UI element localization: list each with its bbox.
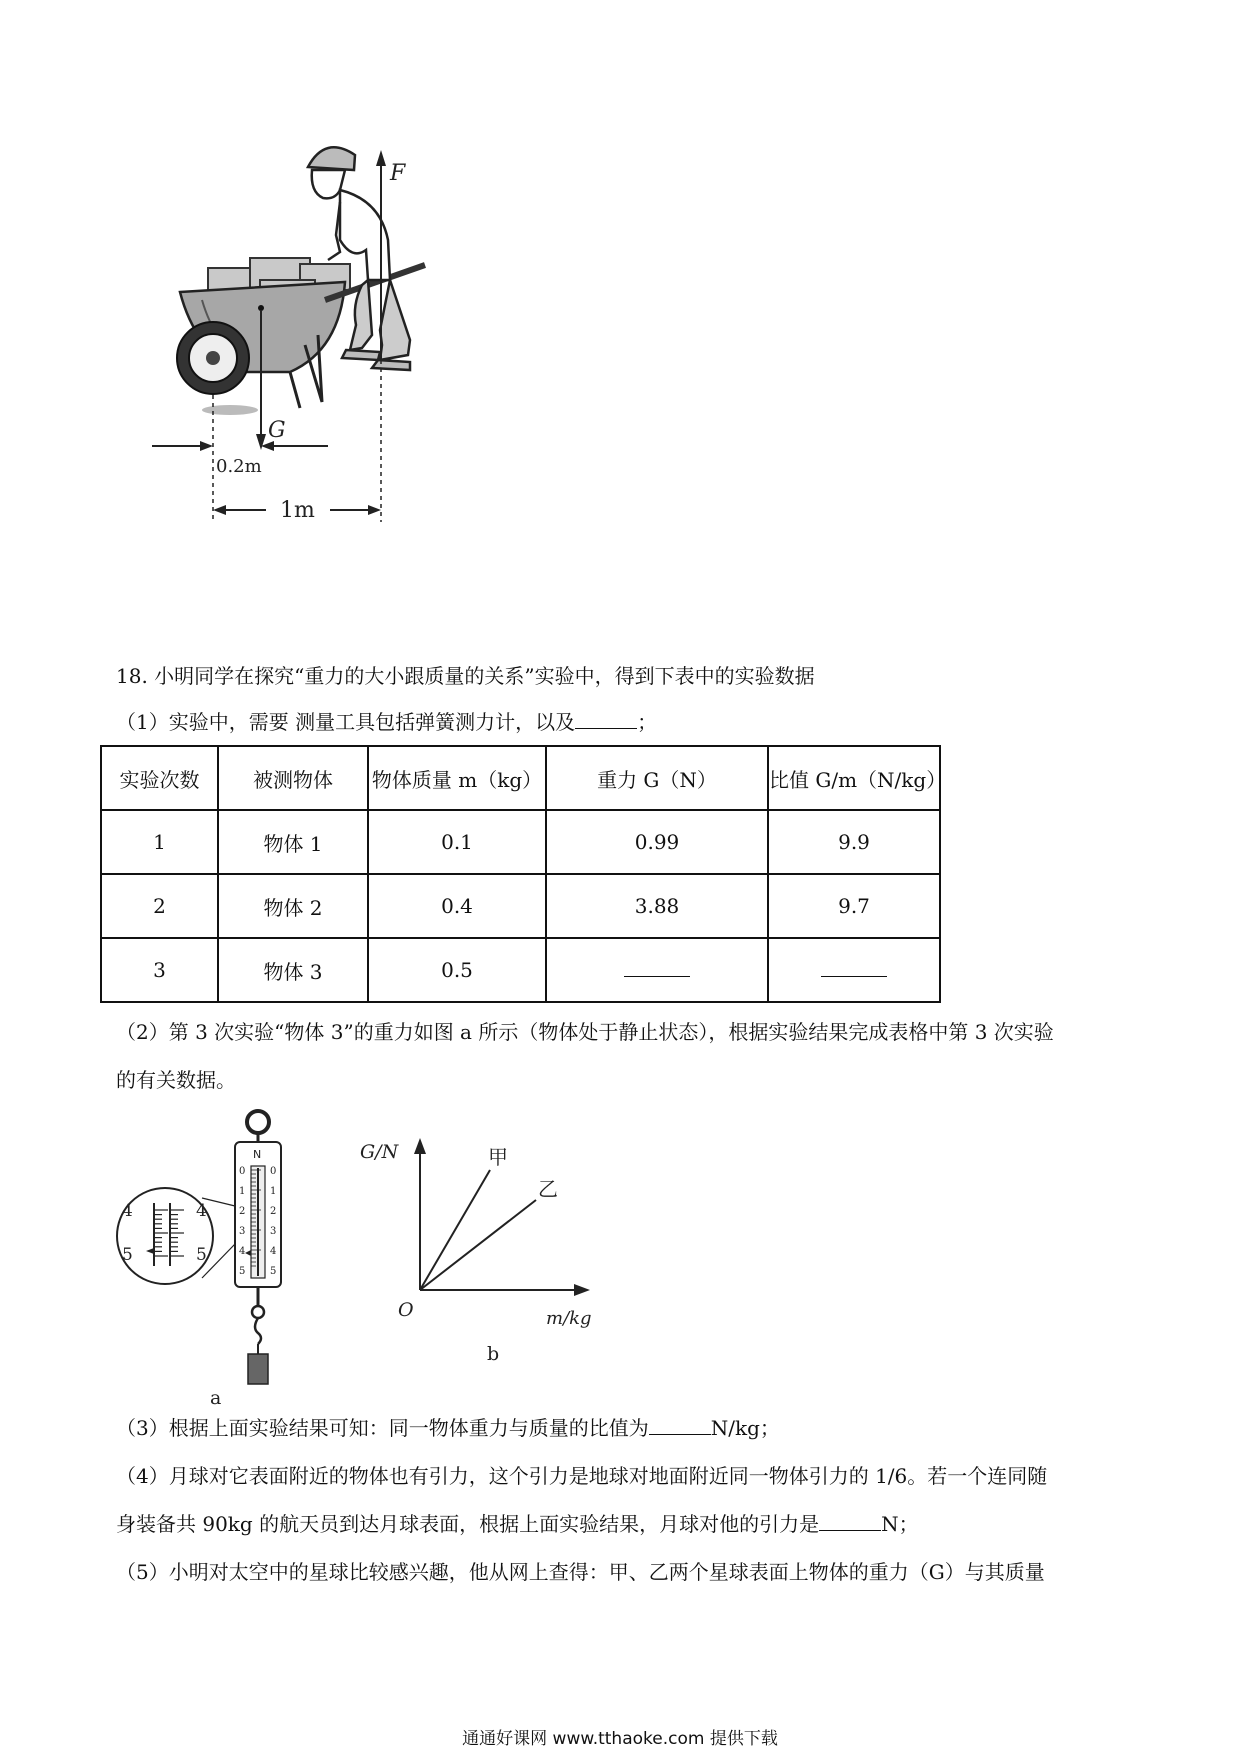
table-cell: 物体 1 bbox=[218, 810, 368, 874]
table-cell: 9.7 bbox=[768, 874, 940, 938]
table-row bbox=[101, 938, 940, 1002]
scale-tick-label-left: 2 bbox=[239, 1206, 246, 1217]
table-row bbox=[101, 810, 940, 874]
scale-tick-label-left: 5 bbox=[239, 1266, 246, 1277]
q18-part1: （1）实验中，需要 测量工具包括弹簧测力计，以及 ； bbox=[116, 710, 658, 734]
scale-tick-label-right: 2 bbox=[270, 1206, 277, 1217]
table-row bbox=[101, 874, 940, 938]
table-cell: 3 bbox=[101, 938, 218, 1002]
table-cell: 3.88 bbox=[546, 874, 768, 938]
q18-part4-line1: （4）月球对它表面附近的物体也有引力，这个引力是地球对地面附近同一物体引力的 1/6。若一个连同随 bbox=[116, 1464, 1048, 1488]
scale-tick-label-right: 1 bbox=[270, 1186, 277, 1197]
hanging-weight bbox=[248, 1354, 268, 1384]
line-yi bbox=[420, 1200, 536, 1290]
label-jia: 甲 bbox=[488, 1145, 508, 1169]
scale-tick-label-left: 4 bbox=[239, 1246, 246, 1257]
table-cell: 0.1 bbox=[368, 810, 546, 874]
scale-tick-label-right: 4 bbox=[270, 1246, 277, 1257]
zoom-label-bottom-left: 5 bbox=[122, 1245, 133, 1265]
scale-unit-label: N bbox=[253, 1148, 262, 1161]
label-F: F bbox=[390, 161, 406, 186]
scale-tick-label-left: 3 bbox=[239, 1226, 246, 1237]
q18-part2-line1: （2）第 3 次实验“物体 3”的重力如图 a 所示（物体处于静止状态），根据实验结果完成表格中第 3 次实验 bbox=[116, 1020, 1054, 1044]
table-header: 物体质量 m（kg） bbox=[368, 746, 546, 810]
scale-tick-label-right: 3 bbox=[270, 1226, 277, 1237]
q18-title: 18. 小明同学在探究“重力的大小跟质量的关系”实验中，得到下表中的实验数据 bbox=[116, 664, 815, 688]
q18-part3: （3）根据上面实验结果可知：同一物体重力与质量的比值为 N/kg； bbox=[116, 1416, 780, 1440]
zoom-label-top-left: 4 bbox=[122, 1201, 133, 1221]
table-cell: 1 bbox=[101, 810, 218, 874]
table-header: 比值 G/m（N/kg） bbox=[768, 746, 940, 810]
q18-part2-line2: 的有关数据。 bbox=[116, 1068, 236, 1092]
table-header: 实验次数 bbox=[101, 746, 218, 810]
label-1m: 1m bbox=[280, 498, 315, 523]
page-footer: 通通好课网 www.tthaoke.com 提供下载 bbox=[462, 1729, 778, 1749]
figure-a-caption: a bbox=[210, 1387, 222, 1408]
label-yi: 乙 bbox=[538, 1177, 558, 1201]
q18-part5: （5）小明对太空中的星球比较感兴趣，他从网上查得：甲、乙两个星球表面上物体的重力（G）与其质量 bbox=[116, 1560, 1045, 1584]
zoom-label-bottom-right: 5 bbox=[196, 1245, 207, 1265]
table-cell-blank[interactable] bbox=[546, 938, 768, 1002]
scale-tick-label-right: 5 bbox=[270, 1266, 277, 1277]
line-jia bbox=[420, 1170, 490, 1290]
y-axis-label: G/N bbox=[360, 1141, 399, 1163]
scale-tick-label-left: 0 bbox=[239, 1166, 246, 1177]
wheelbarrow-figure bbox=[140, 140, 500, 590]
zoom-label-top-right: 4 bbox=[196, 1201, 207, 1221]
q18-part4-line2: 身装备共 90kg 的航天员到达月球表面，根据上面实验结果，月球对他的引力是 N； bbox=[116, 1512, 919, 1536]
table-cell: 物体 3 bbox=[218, 938, 368, 1002]
answer-blank[interactable] bbox=[649, 1414, 711, 1435]
data-table bbox=[100, 745, 947, 1003]
table-cell: 物体 2 bbox=[218, 874, 368, 938]
table-header-row bbox=[101, 746, 940, 810]
table-cell: 0.99 bbox=[546, 810, 768, 874]
scale-tick-label-right: 0 bbox=[270, 1166, 277, 1177]
figure-b-graph bbox=[350, 1130, 610, 1370]
origin-label: O bbox=[398, 1299, 414, 1321]
label-G: G bbox=[268, 418, 286, 443]
table-cell: 0.4 bbox=[368, 874, 546, 938]
x-axis-label: m/kg bbox=[546, 1308, 592, 1329]
table-cell: 2 bbox=[101, 874, 218, 938]
table-cell: 0.5 bbox=[368, 938, 546, 1002]
scale-tick-label-left: 1 bbox=[239, 1186, 246, 1197]
answer-blank[interactable] bbox=[575, 708, 637, 729]
table-cell-blank[interactable] bbox=[768, 938, 940, 1002]
figure-b-caption: b bbox=[487, 1343, 500, 1365]
table-header: 重力 G（N） bbox=[546, 746, 768, 810]
table-cell: 9.9 bbox=[768, 810, 940, 874]
label-0.2m: 0.2m bbox=[216, 456, 262, 477]
figure-a-spring-scale bbox=[110, 1108, 310, 1408]
table-header: 被测物体 bbox=[218, 746, 368, 810]
answer-blank[interactable] bbox=[819, 1510, 881, 1531]
